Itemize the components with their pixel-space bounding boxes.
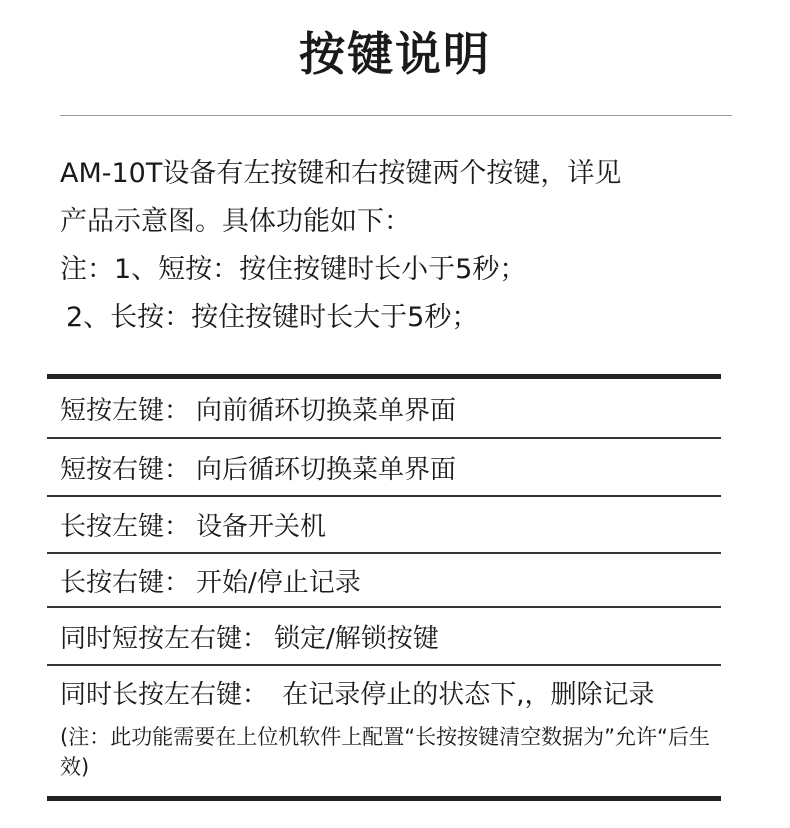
title-divider	[60, 115, 732, 116]
row-value: 设备开关机	[196, 512, 327, 542]
row-key: 短按左键：	[60, 395, 191, 426]
table-row	[47, 497, 721, 554]
intro-line-2: 产品示意图。具体功能如下：	[60, 206, 411, 237]
row-key: 同时短按左右键：	[60, 623, 269, 654]
row-main	[60, 676, 721, 714]
table-row	[47, 608, 721, 666]
intro-line-4: 2、长按：按住按键时长大于5秒；	[66, 302, 479, 333]
row-value: 向后循环切换菜单界面	[196, 454, 457, 485]
row-key: 同时长按左右键：	[60, 680, 269, 710]
table-row	[47, 666, 721, 796]
row-key: 长按左键：	[60, 512, 191, 542]
table-row	[47, 439, 721, 497]
page-title: 按键说明	[299, 27, 491, 81]
table-row	[47, 379, 721, 439]
row-value: 向前循环切换菜单界面	[196, 395, 457, 426]
intro-line-1: AM-10T设备有左按键和右按键两个按键，详见	[60, 158, 622, 189]
key-function-table	[47, 374, 721, 801]
intro-line-3: 注：1、短按：按住按键时长小于5秒；	[60, 254, 527, 285]
row-value: 锁定/解锁按键	[274, 623, 439, 654]
row-key: 短按右键：	[60, 454, 191, 485]
intro-text	[60, 150, 750, 342]
row-value: 在记录停止的状态下,，删除记录	[282, 680, 655, 710]
row-note: (注：此功能需要在上位机软件上配置“长按按键清空数据为”允许“后生效)	[60, 725, 710, 779]
table-row	[47, 554, 721, 608]
row-key: 长按右键：	[60, 567, 191, 598]
row-value: 开始/停止记录	[196, 567, 361, 598]
